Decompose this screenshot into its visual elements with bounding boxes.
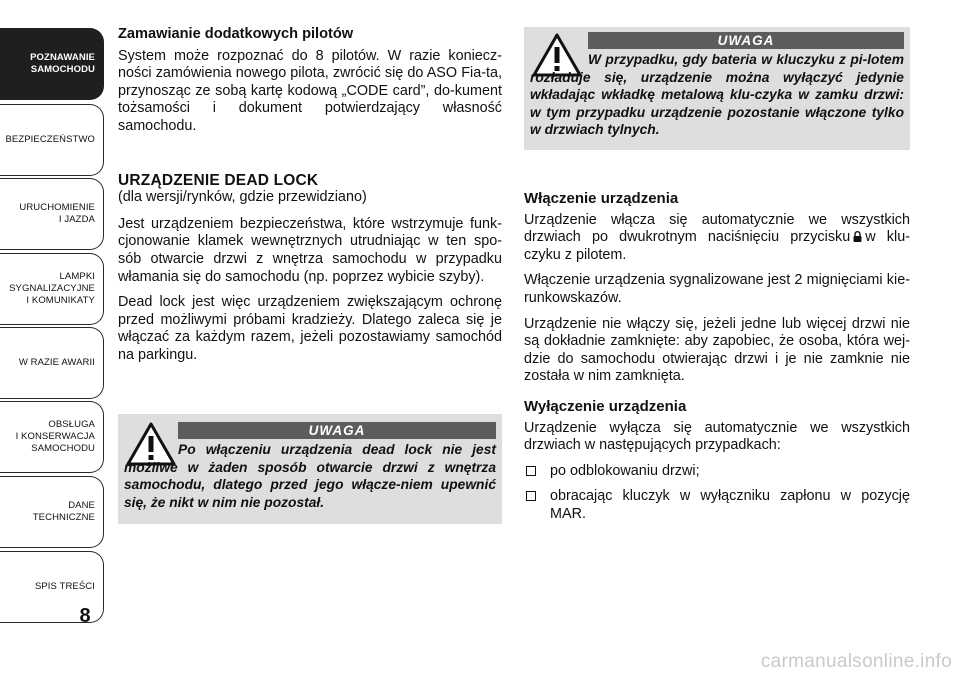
tab-uruchomienie-i-jazda[interactable] bbox=[0, 178, 104, 250]
list-item-text: po odblokowaniu drzwi; bbox=[550, 462, 700, 479]
section-title-dead-lock: URZĄDZENIE DEAD LOCK bbox=[118, 171, 319, 189]
right-column bbox=[524, 190, 910, 532]
warning-box-left bbox=[118, 414, 502, 524]
activation-text-a: Urządzenie włącza się automatycznie we wszystkich drzwiach po dwukrotnym naciśnięciu przycisku bbox=[524, 211, 910, 246]
section-title-remote-ordering: Zamawianie dodatkowych pilotów bbox=[118, 26, 354, 42]
tab-label: BEZPIECZEŃSTWO bbox=[5, 134, 95, 145]
tab-bezpieczenstwo[interactable] bbox=[0, 104, 104, 176]
tab-label: URUCHOMIENIE I JAZDA bbox=[19, 202, 95, 225]
tab-label: DANE TECHNICZNE bbox=[32, 500, 95, 523]
activation-text-b: w klu-czyku z pilotem. bbox=[524, 229, 910, 263]
page-number: 8 bbox=[79, 605, 91, 627]
activation-paragraph-1 bbox=[524, 212, 910, 265]
tab-label: SPIS TREŚCI bbox=[34, 581, 95, 592]
tab-obsluga-i-konserwacja[interactable] bbox=[0, 401, 104, 473]
tab-label: LAMPKI SYGNALIZACYJNE I KOMUNIKATY bbox=[9, 271, 95, 306]
activation-paragraph-3: Urządzenie nie włączy się, jeżeli jedne lub więcej drzwi nie są dokładnie zamknięte: aby zapobiec, że osoba, która wej-dzie do samochodu otwierając drzwi i je nie zamknie nie została w nim zamknięta. bbox=[524, 315, 910, 385]
section-title-activation: Włączenie urządzenia bbox=[524, 190, 679, 207]
left-column bbox=[118, 26, 502, 373]
tab-dane-techniczne[interactable] bbox=[0, 476, 104, 548]
section-text-remote-ordering: System może rozpoznać do 8 pilotów. W razie koniecz-ności zamówienia nowego pilota, zwrócić się do ASO Fia-ta, przynosząc ze sobą kartę kodową „CODE card”, do-kument tożsamości i dokument potwierdzający własność samochodu. bbox=[118, 47, 502, 134]
tab-lampki-sygnalizacyjne[interactable] bbox=[0, 253, 104, 325]
watermark: carmanualsonline.info bbox=[760, 651, 952, 672]
deactivation-paragraph: Urządzenie wyłącza się automatycznie we wszystkich drzwiach w następujących przypadkach: bbox=[524, 419, 910, 454]
tab-label: POZNAWANIE SAMOCHODU bbox=[30, 52, 95, 75]
dead-lock-paragraph-2: Dead lock jest więc urządzeniem zwiększającym ochronę przed możliwymi próbami kradzieży. Dlatego zaleca się je włączać za każdym razem, jeżeli pozostawiamy samochód na parkingu. bbox=[118, 294, 502, 363]
list-item-text: obracając kluczyk w wyłączniku zapłonu w pozycję MAR. bbox=[550, 488, 910, 522]
tab-label: W RAZIE AWARII bbox=[18, 357, 95, 368]
warning-text-body: Po włączeniu urządzenia dead lock nie jest możliwe w żaden sposób otwarcie drzwi z wnętrza samochodu, dlatego przed jego włącze-niem upewnić się, że nikt w nim nie pozostał. bbox=[124, 442, 496, 510]
tab-label: OBSŁUGA I KONSERWACJA SAMOCHODU bbox=[15, 419, 95, 454]
section-title-deactivation: Wyłączenie urządzenia bbox=[524, 397, 687, 415]
tab-w-razie-awarii[interactable] bbox=[0, 327, 104, 399]
warning-box-right bbox=[524, 27, 910, 150]
list-item bbox=[524, 463, 910, 481]
section-subtitle-dead-lock: (dla wersji/rynków, gdzie przewidziano) bbox=[118, 189, 367, 206]
checkbox-bullet-icon bbox=[526, 466, 536, 476]
checkbox-bullet-icon bbox=[526, 491, 536, 501]
dead-lock-paragraph-1: Jest urządzeniem bezpieczeństwa, które wstrzymuje funk-cjonowanie klamek wewnętrznych utrudniając w ten spo-sób otwarcie drzwi z wnętrza samochodu w przypadku włamania się do samochodu (np. poprzez wybicie szyby). bbox=[118, 215, 502, 285]
padlock-icon bbox=[853, 230, 862, 241]
warning-label: UWAGA bbox=[178, 422, 496, 439]
activation-paragraph-2: Włączenie urządzenia sygnalizowane jest 2 mignięciami kie-runkowskazów. bbox=[524, 272, 910, 306]
tab-poznawanie-samochodu[interactable] bbox=[0, 28, 104, 100]
list-item bbox=[524, 488, 910, 523]
warning-label: UWAGA bbox=[588, 32, 904, 49]
warning-text-body: W przypadku, gdy bateria w kluczyku z pi-lotem rozładuje się, urządzenie można wyłączyć jedynie wkładając wkładkę metalową klu-czyka w zamku drzwi: w tym przypadku urządzenie pozostanie włączone tylko w drzwiach tylnych. bbox=[530, 52, 904, 137]
